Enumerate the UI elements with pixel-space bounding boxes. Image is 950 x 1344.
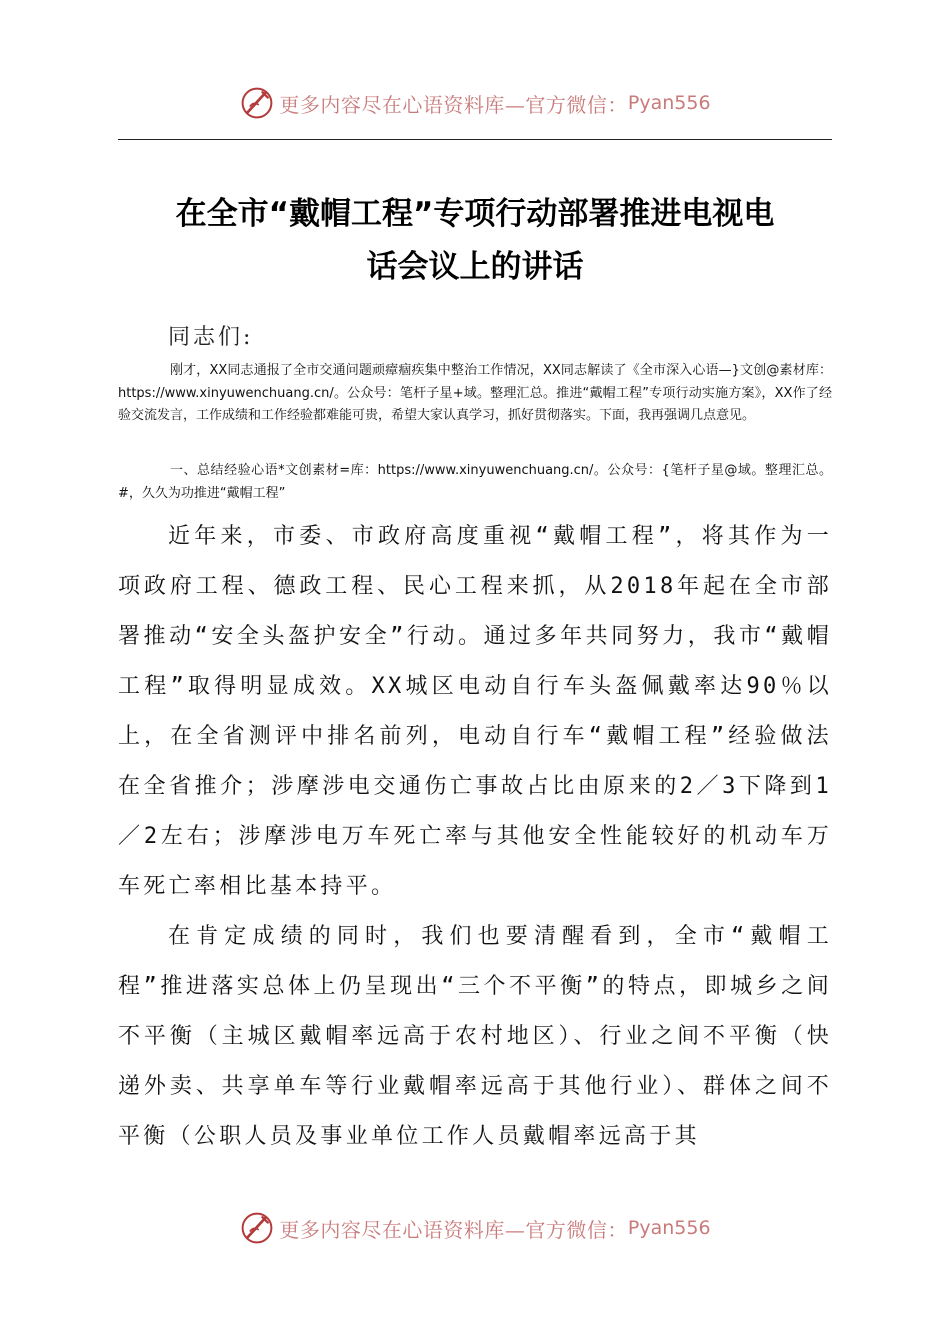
footer-banner-wechat: Pyan556 <box>627 1217 711 1239</box>
footer-banner <box>0 1208 950 1248</box>
pen-logo-icon <box>239 1210 275 1246</box>
pen-logo-icon <box>239 85 275 121</box>
header-banner <box>0 83 950 123</box>
footer-banner-text: 更多内容尽在心语资料库—官方微信： <box>279 1217 628 1242</box>
header-banner-text: 更多内容尽在心语资料库—官方微信： <box>279 92 628 117</box>
salutation: 同志们: <box>168 325 254 350</box>
body-paragraph-2: 在肯定成绩的同时，我们也要清醒看到，全市“戴帽工程”推进落实总体上仍呈现出“三个不平衡”的特点，即城乡之间不平衡（主城区戴帽率远高于农村地区）、行业之间不平衡（快递外卖、共享单车等行业戴帽率远高于其他行业）、群体之间不平衡（公职人员及事业单位工作人员戴帽率远高于其 <box>118 924 832 1149</box>
title-line-2: 话会议上的讲话 <box>366 249 584 285</box>
body-paragraph-1: 近年来，市委、市政府高度重视“戴帽工程”，将其作为一项政府工程、德政工程、民心工程来抓，从2018年起在全市部署推动“安全头盔护安全”行动。通过多年共同努力，我市“戴帽工程”取得明显成效。XX城区电动自行车头盔佩戴率达90％以上，在全省测评中排名前列，电动自行车“戴帽工程”经验做法在全省推介；涉摩涉电交通伤亡事故占比由原来的2／3下降到1／2左右；涉摩涉电万车死亡率与其他安全性能较好的机动车万车死亡率相比基本持平。 <box>118 524 832 899</box>
header-banner-wechat: Pyan556 <box>627 92 711 114</box>
page-title <box>110 188 840 294</box>
header-divider <box>118 139 832 140</box>
section-heading: 一、总结经验心语*文创素材=库：https://www.xinyuwenchuang.cn/。公众号：{笔杆子星@域。整理汇总。#，久久为功推进“戴帽工程” <box>118 463 832 501</box>
intro-paragraph: 刚才，XX同志通报了全市交通问题顽瘴痼疾集中整治工作情况，XX同志解读了《全市深入心语—}文创@素材库：https://www.xinyuwenchuang.cn/。公众号：笔杆子星+域。整理汇总。推进“戴帽工程”专项行动实施方案》，XX作了经验交流发言，工作成绩和工作经验都难能可贵，希望大家认真学习，抓好贯彻落实。下面，我再强调几点意见。 <box>118 363 832 423</box>
title-line-1: 在全市“戴帽工程”专项行动部署推进电视电 <box>175 196 775 232</box>
